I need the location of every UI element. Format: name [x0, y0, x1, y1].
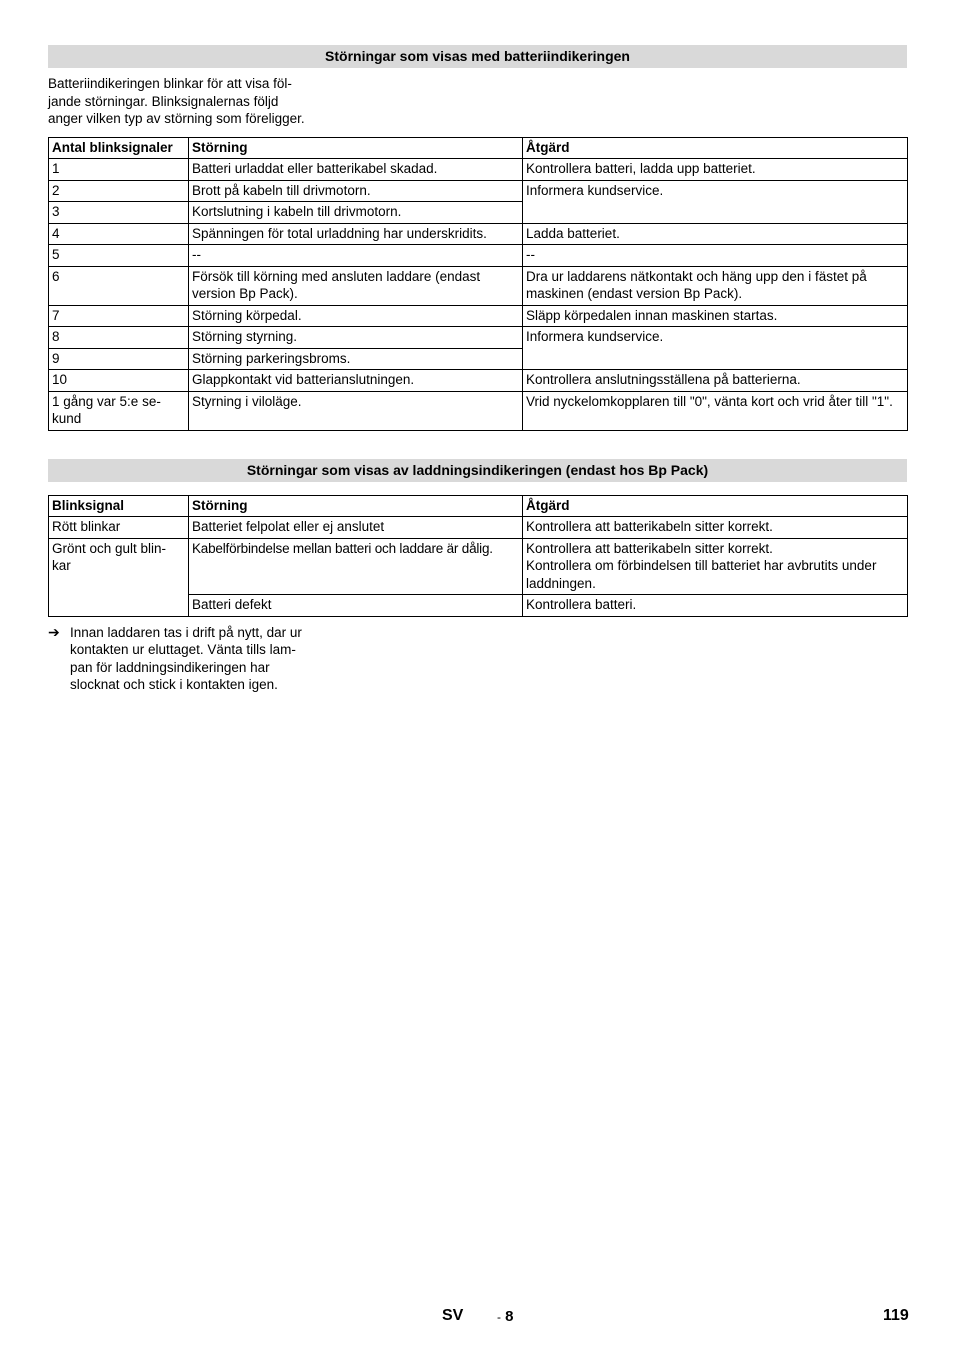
cell-fault: Glappkontakt vid batterianslutningen. [189, 370, 523, 392]
cell-blink-count: 8 [49, 327, 189, 349]
cell-fault: Försök till körning med ansluten laddare (endast version Bp Pack). [189, 266, 523, 305]
section-title-battery-indicator: Störningar som visas med batteriindikeringen [48, 45, 907, 68]
table-row [49, 223, 908, 245]
cell-fault: Störning styrning. [189, 327, 523, 349]
cell-blink-count: 9 [49, 348, 189, 370]
table-row [49, 327, 908, 349]
cell-blink-count: 1 gång var 5:e se- kund [49, 391, 189, 430]
charge-fault-table [48, 495, 908, 617]
cell-action: -- [523, 245, 908, 267]
cell-blink-count: 1 [49, 159, 189, 181]
header-action: Åtgärd [523, 137, 908, 159]
cell-blink-count: 2 [49, 180, 189, 202]
header-blink-signal: Blinksignal [49, 495, 189, 517]
cell-fault: Batteri defekt [189, 595, 523, 617]
arrow-right-icon: ➔ [48, 623, 60, 640]
cell-action: Dra ur laddarens nätkontakt och häng upp den i fästet på maskinen (endast version Bp Pack). [523, 266, 908, 305]
note-text: Innan laddaren tas i drift på nytt, dar ur kontakten ur eluttaget. Vänta tills lam- pan för laddningsindikeringen har slocknat och stick i kontakten igen. [70, 624, 302, 692]
intro-text: Batteriindikeringen blinkar för att visa föl- jande störningar. Blinksignalernas följd anger vilken typ av störning som föreligger. [48, 76, 305, 126]
cell-fault: Brott på kabeln till drivmotorn. [189, 180, 523, 202]
footer-language: SV [442, 1307, 464, 1324]
cell-fault: Batteriet felpolat eller ej anslutet [189, 517, 523, 539]
cell-fault: Kortslutning i kabeln till drivmotorn. [189, 202, 523, 224]
charger-note [48, 624, 338, 694]
cell-blink-count: 3 [49, 202, 189, 224]
footer-num: 8 [505, 1308, 514, 1325]
cell-action: Informera kundservice. [523, 180, 908, 223]
table-row [49, 517, 908, 539]
header-action: Åtgärd [523, 495, 908, 517]
table-header-row [49, 495, 908, 517]
cell-blink-signal: Rött blinkar [49, 517, 189, 539]
footer-dash: - [497, 1310, 501, 1324]
cell-fault: Spänningen för total urladdning har underskridits. [189, 223, 523, 245]
table-row [49, 180, 908, 202]
table-row [49, 391, 908, 430]
cell-fault: Styrning i viloläge. [189, 391, 523, 430]
table-header-row [49, 137, 908, 159]
header-fault: Störning [189, 137, 523, 159]
table-row [49, 245, 908, 267]
table-row [49, 370, 908, 392]
cell-blink-count: 10 [49, 370, 189, 392]
cell-action: Kontrollera batteri, ladda upp batteriet. [523, 159, 908, 181]
table-row [49, 538, 908, 595]
table-row [49, 266, 908, 305]
cell-action: Kontrollera batteri. [523, 595, 908, 617]
header-fault: Störning [189, 495, 523, 517]
cell-action: Kontrollera anslutningsställena på batterierna. [523, 370, 908, 392]
cell-blink-signal: Grönt och gult blin- kar [49, 538, 189, 616]
cell-action: Ladda batteriet. [523, 223, 908, 245]
page-number: 119 [883, 1307, 909, 1324]
table-row [49, 305, 908, 327]
footer-section-number [497, 1308, 514, 1327]
cell-blink-count: 5 [49, 245, 189, 267]
cell-fault: Störning parkeringsbroms. [189, 348, 523, 370]
battery-fault-table [48, 137, 908, 431]
cell-fault: -- [189, 245, 523, 267]
header-blink-count: Antal blinksignaler [49, 137, 189, 159]
section-title-charge-indicator: Störningar som visas av laddningsindikeringen (endast hos Bp Pack) [48, 459, 907, 482]
table-row [49, 159, 908, 181]
cell-fault: Störning körpedal. [189, 305, 523, 327]
cell-fault: Batteri urladdat eller batterikabel skadad. [189, 159, 523, 181]
cell-action: Vrid nyckelomkopplaren till "0", vänta kort och vrid åter till "1". [523, 391, 908, 430]
cell-blink-count: 6 [49, 266, 189, 305]
page-content [48, 45, 907, 694]
cell-blink-count: 4 [49, 223, 189, 245]
cell-fault: Kabelförbindelse mellan batteri och laddare är dålig. [189, 538, 523, 595]
cell-action: Kontrollera att batterikabeln sitter korrekt. [523, 517, 908, 539]
cell-blink-count: 7 [49, 305, 189, 327]
cell-action: Kontrollera att batterikabeln sitter korrekt. Kontrollera om förbindelsen till batteriet har avbrutits under laddningen. [523, 538, 908, 595]
cell-action: Släpp körpedalen innan maskinen startas. [523, 305, 908, 327]
cell-action: Informera kundservice. [523, 327, 908, 370]
